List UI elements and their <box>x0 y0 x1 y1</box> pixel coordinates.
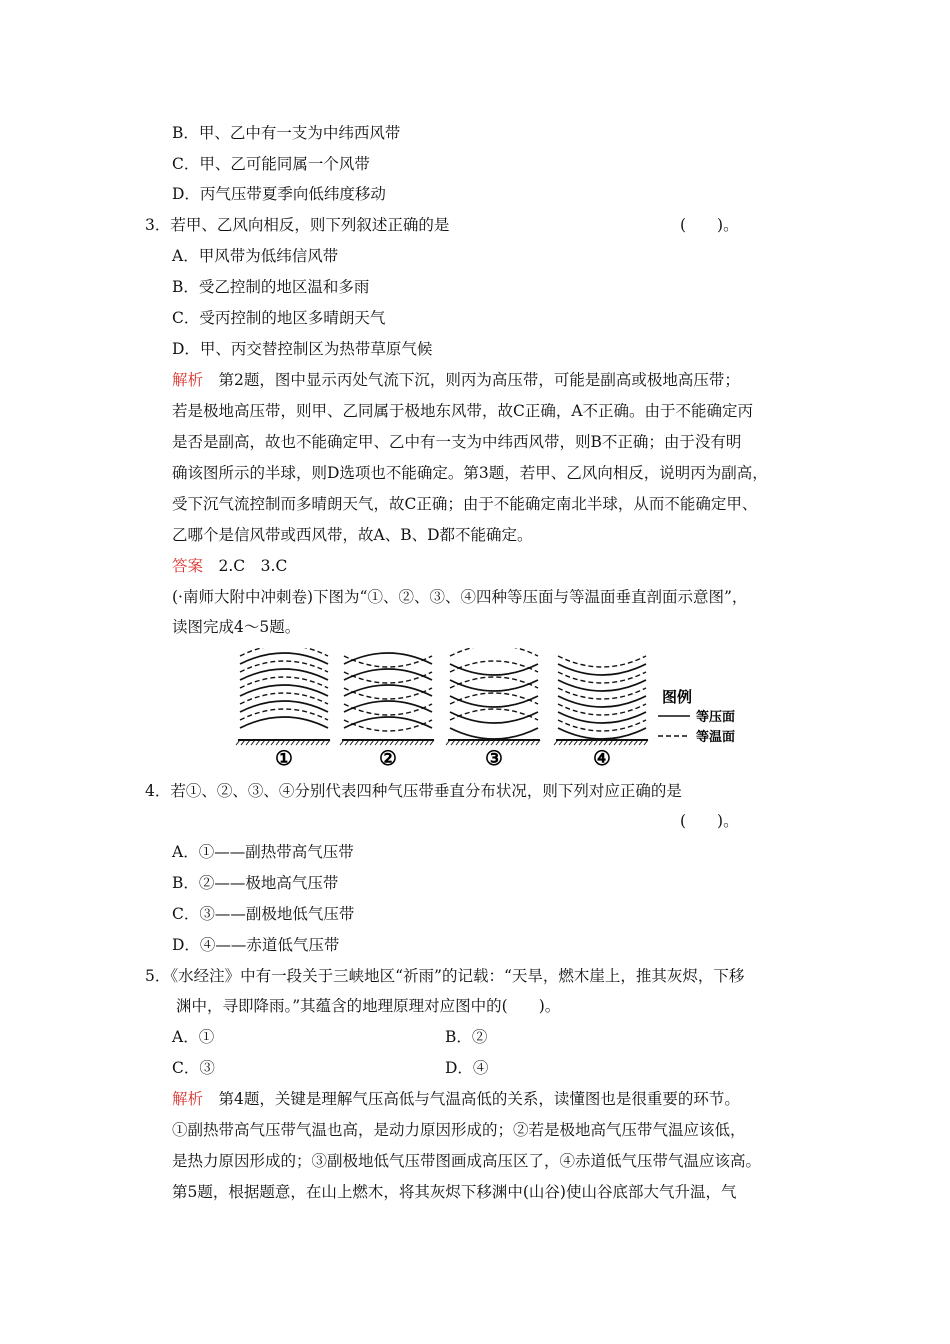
panel-label-1: ① <box>275 746 293 770</box>
analysis-2-line-2: ①副热带高气压带气温也高，是动力原因形成的；②若是极地高气压带气温应该低， <box>172 1121 746 1139</box>
q4-option-b: B．②——极地高气压带 <box>172 874 339 892</box>
q3-option-c: C．受丙控制的地区多晴朗天气 <box>172 309 386 327</box>
isobar-isotherm-figure <box>230 648 750 770</box>
isobar-line <box>558 712 646 723</box>
isotherm-line <box>558 656 646 667</box>
answer-1: 答案 2.C 3.C <box>172 557 288 575</box>
legend-title: 图例 <box>662 688 693 706</box>
q3-stem: 3．若甲、乙风向相反，则下列叙述正确的是 <box>145 216 450 234</box>
isotherm-line <box>558 704 646 715</box>
q3-option-b: B．受乙控制的地区温和多雨 <box>172 278 370 296</box>
isotherm-line <box>240 709 328 720</box>
intro-line-1: (·南师大附中冲刺卷)下图为“①、②、③、④四种等压面与等温面垂直剖面示意图”， <box>172 588 748 606</box>
isotherm-line <box>240 693 328 704</box>
isobar-line <box>240 685 328 696</box>
q5-option-a: A．① <box>172 1028 215 1046</box>
q3-option-d: D．甲、丙交替控制区为热带草原气候 <box>172 340 433 358</box>
panel-4 <box>554 656 648 745</box>
q3-answer-paren: ( )。 <box>680 216 739 234</box>
q2-option-c: C．甲、乙可能同属一个风带 <box>172 155 370 173</box>
isotherm-line <box>240 661 328 672</box>
panel-label-2: ② <box>379 746 397 770</box>
q2-option-b: B．甲、乙中有一支为中纬西风带 <box>172 124 401 142</box>
analysis-2-line-4: 第5题，根据题意，在山上燃木，将其灰烬下移渊中(山谷)使山谷底部大气升温，气 <box>172 1183 737 1201</box>
analysis-2-label: 解析 <box>172 1090 204 1108</box>
isobar-line <box>240 653 328 664</box>
q5-stem-line-2: 渊中，寻即降雨。”其蕴含的地理原理对应图中的( )。 <box>176 997 561 1015</box>
q4-answer-paren: ( )。 <box>680 812 739 830</box>
isobar-line <box>240 701 328 712</box>
intro-line-2: 读图完成4～5题。 <box>172 618 301 636</box>
analysis-2-line-3: 是热力原因形成的；③副极地低气压带图画成高压区了，④赤道低气压带气温应该高。 <box>172 1152 762 1170</box>
isobar-line <box>240 717 328 728</box>
legend-dashed-label: 等温面 <box>696 730 736 745</box>
isobar-line <box>558 680 646 691</box>
q4-option-a: A．①——副热带高气压带 <box>172 843 354 861</box>
analysis-1-line-3: 是否是副高，故也不能确定甲、乙中有一支为中纬西风带，则B不正确；由于没有明 <box>172 433 742 451</box>
analysis-1-line-5: 受下沉气流控制而多晴朗天气，故C正确；由于不能确定南北半球，从而不能确定甲、 <box>172 495 758 513</box>
q5-option-d: D．④ <box>445 1059 489 1077</box>
isobar-line <box>450 728 538 739</box>
isotherm-line <box>558 688 646 699</box>
panel-1 <box>236 648 330 745</box>
analysis-1-line-1: 解析 第2题，图中显示丙处气流下沉，则丙为高压带，可能是副高或极地高压带； <box>172 371 740 389</box>
q3-option-a: A．甲风带为低纬信风带 <box>172 247 339 265</box>
isobar-line <box>240 669 328 680</box>
panel-label-4: ④ <box>593 746 611 770</box>
isotherm-line <box>558 720 646 731</box>
isobar-line <box>558 696 646 707</box>
analysis-1-label: 解析 <box>172 371 204 389</box>
isotherm-line <box>240 677 328 688</box>
q5-option-b: B．② <box>445 1028 488 1046</box>
isotherm-line <box>558 672 646 683</box>
isotherm-line <box>450 648 538 656</box>
panel-label-3: ③ <box>485 746 503 770</box>
q5-stem-line-1: 5．《水经注》中有一段关于三峡地区“祈雨”的记载：“天旱，燃木崖上，推其灰烬，下移 <box>145 967 745 985</box>
q4-stem: 4．若①、②、③、④分别代表四种气压带垂直分布状况，则下列对应正确的是 <box>145 782 682 800</box>
isotherm-line <box>240 648 328 656</box>
panel-2 <box>340 653 434 745</box>
answer-1-label: 答案 <box>172 557 204 575</box>
analysis-1-line-2: 若是极地高压带，则甲、乙同属于极地东风带，故C正确，A不正确。由于不能确定丙 <box>172 402 754 420</box>
analysis-1-line-6: 乙哪个是信风带或西风带，故A、B、D都不能确定。 <box>172 526 533 544</box>
isobar-line <box>558 728 646 739</box>
q4-option-c: C．③——副极地低气压带 <box>172 905 355 923</box>
q4-option-d: D．④——赤道低气压带 <box>172 936 340 954</box>
legend-solid-label: 等压面 <box>696 710 736 725</box>
analysis-2-line-1: 解析 第4题，关键是理解气压高低与气温高低的关系，读懂图也是很重要的环节。 <box>172 1090 740 1108</box>
analysis-1-line-4: 确该图所示的半球，则D选项也不能确定。第3题，若甲、乙风向相反，说明丙为副高， <box>172 464 768 482</box>
q2-option-d: D．丙气压带夏季向低纬度移动 <box>172 185 386 203</box>
isobar-line <box>558 664 646 675</box>
q5-option-c: C．③ <box>172 1059 215 1077</box>
panel-3 <box>446 648 540 745</box>
